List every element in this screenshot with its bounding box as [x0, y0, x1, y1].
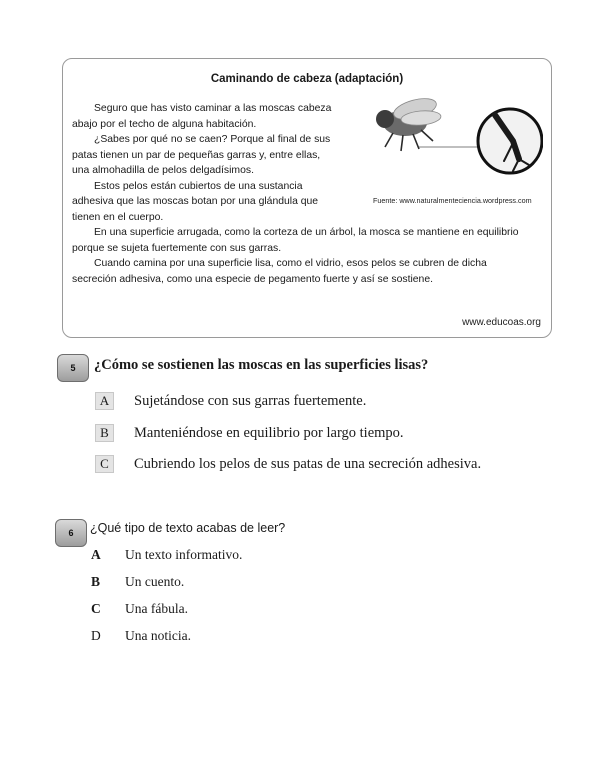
q6-option-d[interactable]	[91, 628, 191, 644]
q6-option-c[interactable]	[91, 601, 188, 617]
text-line: secreción adhesiva, como una especie de pegamento fuerte y así se sostiene.	[72, 273, 434, 285]
q5-option-a[interactable]	[95, 392, 366, 410]
option-text: Un texto informativo.	[125, 547, 243, 562]
fly-illustration	[363, 83, 543, 193]
text-line: una almohadilla de pelos delgadísimos.	[72, 165, 254, 176]
q6-option-a[interactable]	[91, 547, 242, 563]
option-text: Un cuento.	[125, 574, 185, 589]
text-line: abajo por el techo de alguna habitación.	[72, 118, 257, 130]
text-line: Estos pelos están cubiertos de una sustancia	[94, 180, 303, 192]
option-letter: B	[95, 424, 114, 442]
option-text: Cubriendo los pelos de sus patas de una secreción adhesiva.	[134, 455, 482, 472]
reading-text-top	[72, 101, 354, 225]
option-letter: A	[95, 392, 114, 410]
question-6-text: ¿Qué tipo de texto acabas de leer?	[90, 521, 286, 535]
text-line: En una superficie arrugada, como la corteza de un árbol, la mosca se mantiene en equilibrio	[94, 227, 519, 238]
text-line: patas tienen un par de pequeñas garras y, entre ellas,	[72, 149, 321, 161]
option-letter: A	[91, 547, 101, 562]
reading-box	[62, 58, 552, 338]
option-text: Sujetándose con sus garras fuertemente.	[134, 392, 367, 409]
reading-text-bottom	[72, 225, 542, 287]
option-text: Una noticia.	[125, 628, 191, 643]
option-letter: B	[91, 574, 101, 589]
question-number-badge: 5	[57, 354, 89, 382]
brand-url: www.educoas.org	[462, 317, 541, 328]
reading-title: Caminando de cabeza (adaptación)	[210, 73, 404, 85]
text-line: tienen en el cuerpo.	[72, 211, 164, 223]
text-line: adhesiva que las moscas botan por una glándula que	[72, 196, 319, 207]
q5-option-c[interactable]	[95, 455, 481, 473]
q6-option-b[interactable]	[91, 574, 184, 590]
text-line: porque se sujeta fuertemente con sus garras.	[72, 242, 282, 254]
option-letter: D	[91, 628, 101, 643]
text-line: Seguro que has visto caminar a las moscas cabeza	[94, 103, 332, 114]
question-5-text: ¿Cómo se sostienen las moscas en las superficies lisas?	[94, 357, 429, 373]
option-text: Una fábula.	[125, 601, 188, 616]
image-source: Fuente: www.naturalmenteciencia.wordpress.com	[373, 196, 532, 205]
option-text: Manteniéndose en equilibrio por largo tiempo.	[134, 424, 404, 441]
question-number-badge: 6	[55, 519, 87, 547]
text-line: Cuando camina por una superficie lisa, como el vidrio, esos pelos se cubren de dicha	[94, 258, 487, 269]
option-letter: C	[91, 601, 101, 616]
option-letter: C	[95, 455, 114, 473]
q5-option-b[interactable]	[95, 424, 404, 442]
text-line: ¿Sabes por qué no se caen? Porque al final de sus	[94, 134, 331, 145]
